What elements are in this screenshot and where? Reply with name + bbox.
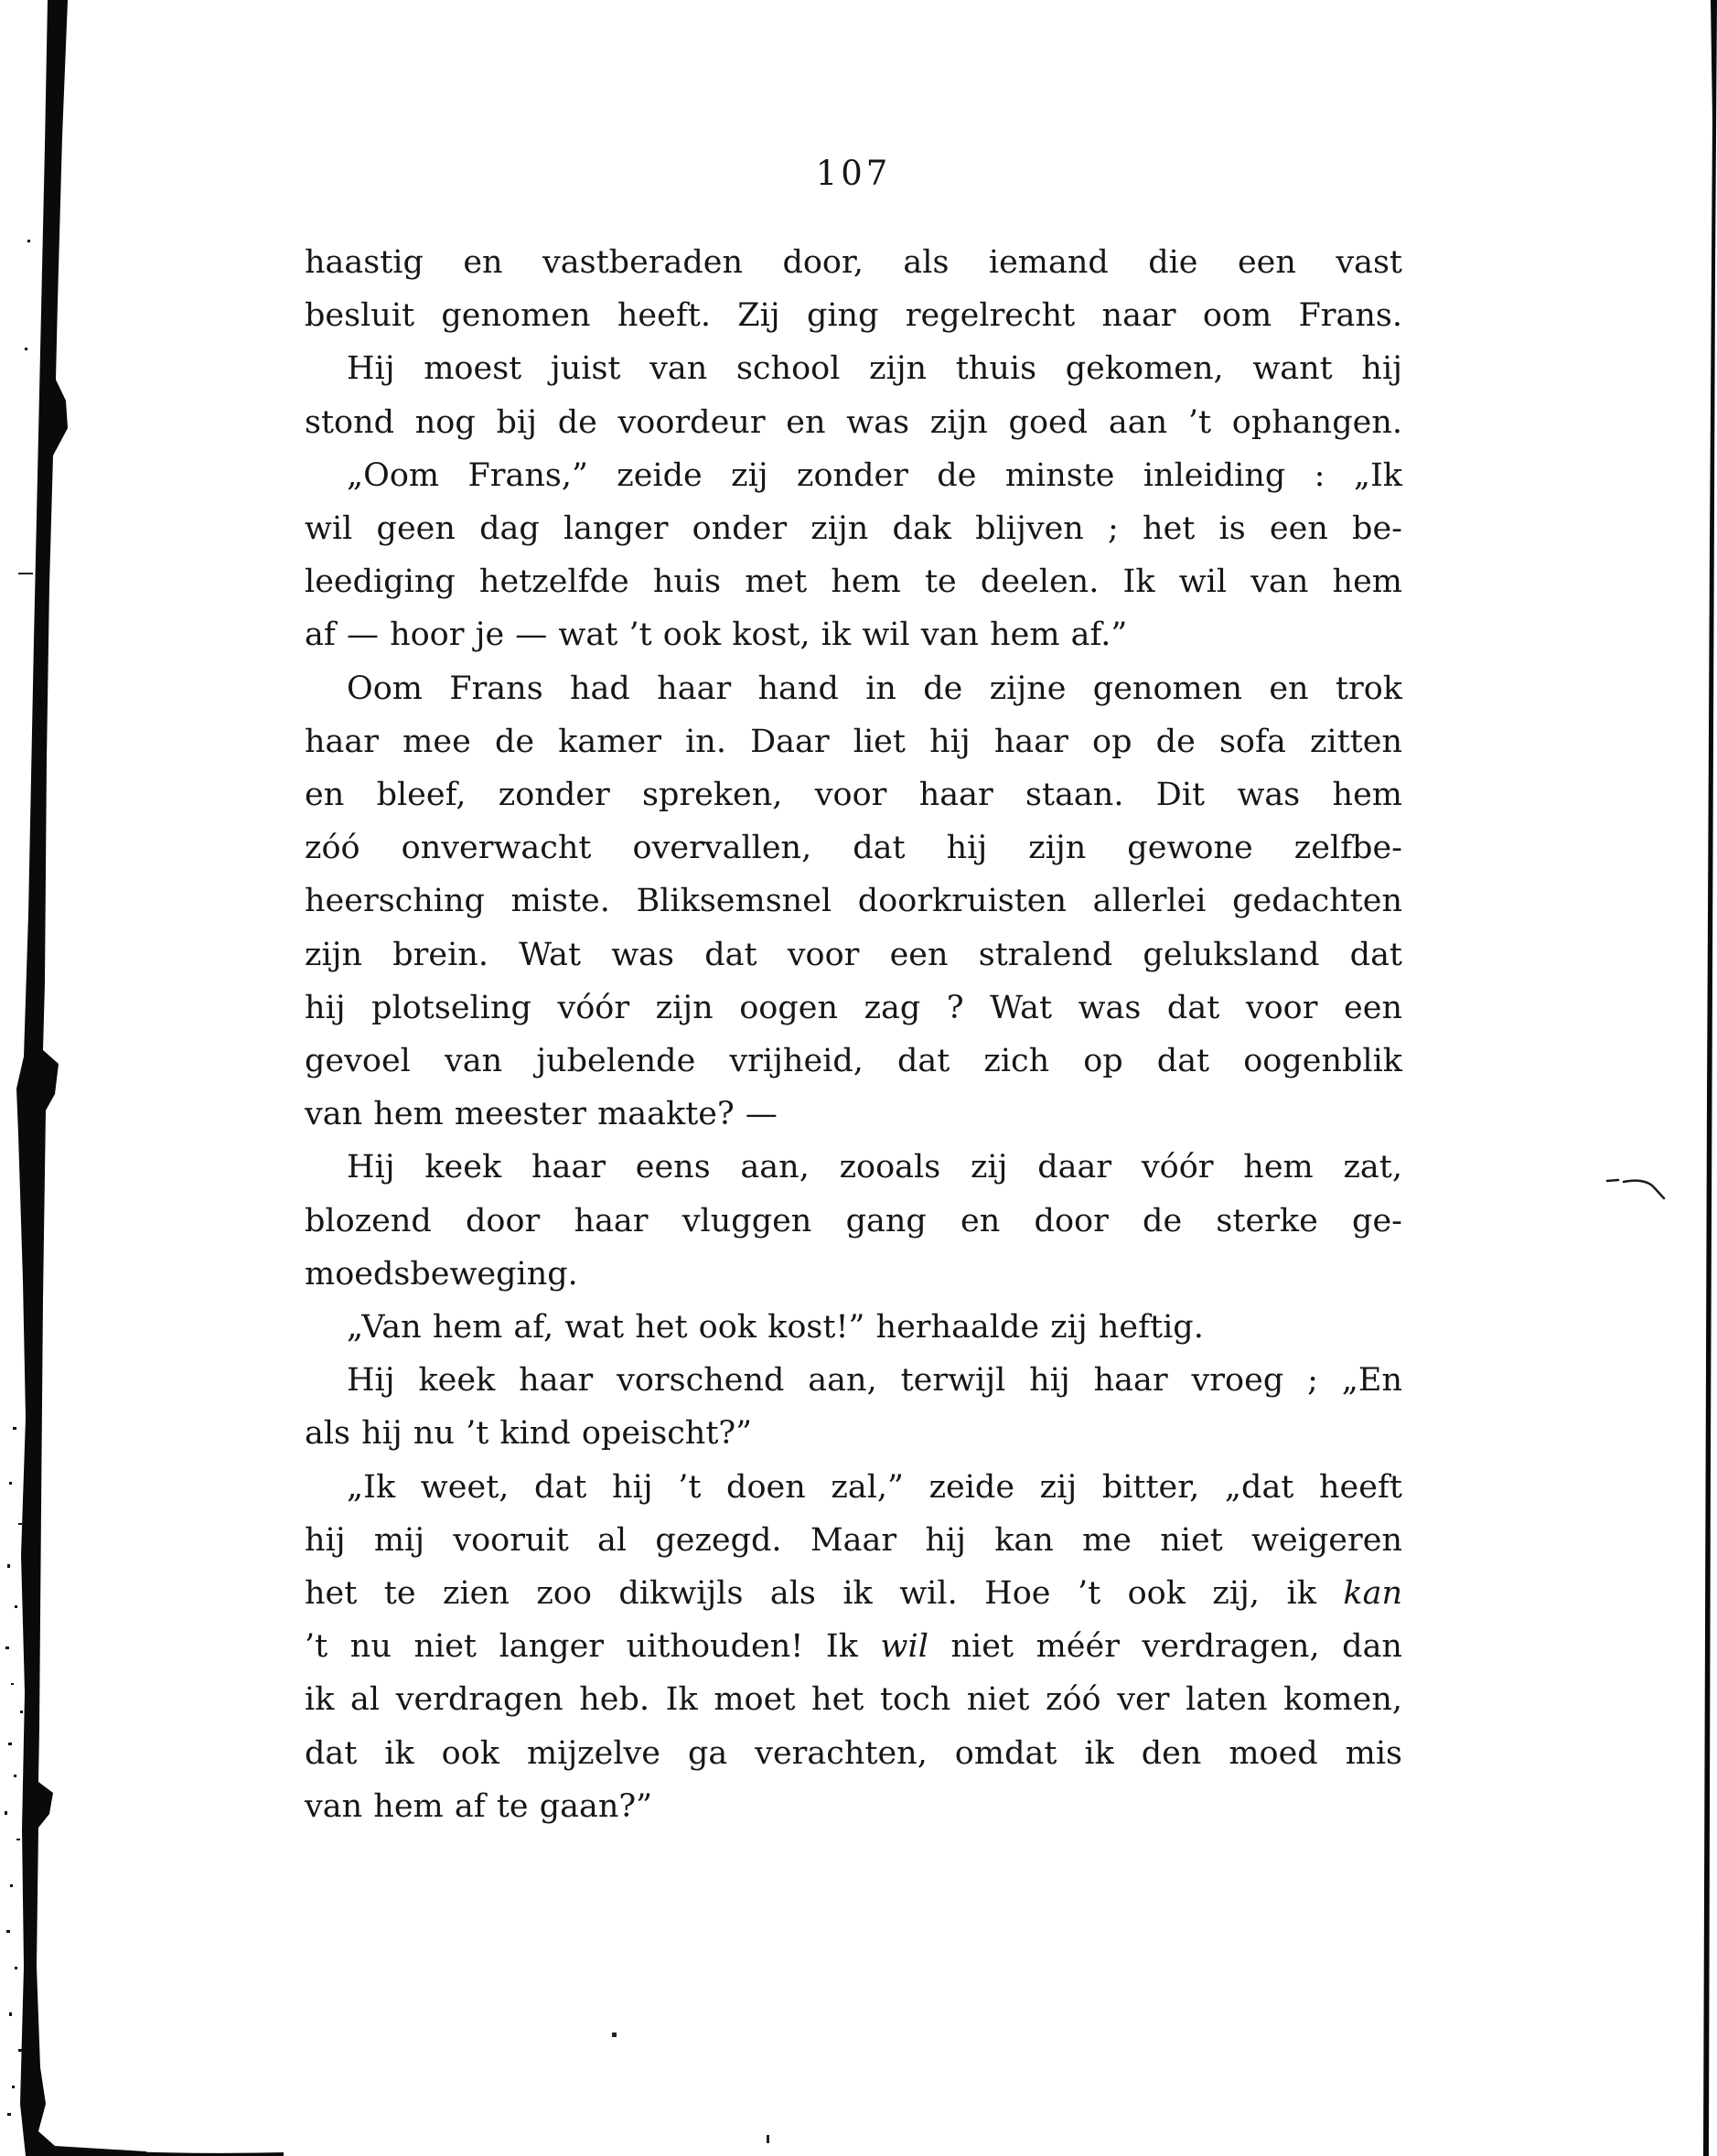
text-line: leediging hetzelfde huis met hem te deelen. Ik wil van hem (305, 563, 1402, 601)
ink-speck (767, 2135, 769, 2143)
italic-word: wil (880, 1628, 928, 1666)
gutter-bottom-smear (55, 2148, 284, 2156)
text-line: ik al verdragen heb. Ik moet het toch niet zóó ver laten komen, (305, 1681, 1402, 1719)
margin-tick (18, 573, 33, 574)
text-line: gevoel van jubelende vrijheid, dat zich op dat oogenblik (305, 1043, 1402, 1080)
scan-right-edge (1703, 0, 1717, 2156)
text-line: haastig en vastberaden door, als iemand die een vast (305, 244, 1402, 281)
text-column (305, 236, 1402, 1833)
text-line: en bleef, zonder spreken, voor haar staan. Dit was hem (305, 777, 1402, 814)
text-line: Hij keek haar eens aan, zooals zij daar vóór hem zat, (347, 1149, 1402, 1186)
text-line: „Oom Frans,” zeide zij zonder de minste inleiding : „Ik (347, 456, 1402, 494)
text-segment: niet méér verdragen, dan (928, 1628, 1402, 1666)
text-line: hij mij vooruit al gezegd. Maar hij kan me niet weigeren (305, 1521, 1402, 1559)
text-line: stond nog bij de voordeur en was zijn goed aan ’t ophangen. (305, 403, 1402, 441)
text-line: Hij moest juist van school zijn thuis gekomen, want hij (347, 350, 1402, 388)
text-line: „Ik weet, dat hij ’t doen zal,” zeide zij bitter, „dat heeft (347, 1468, 1402, 1506)
gutter-blob (25, 1052, 52, 1110)
text-line: moedsbeweging. (305, 1255, 578, 1293)
italic-word: kan (1343, 1575, 1402, 1613)
gutter-blob (47, 401, 67, 432)
text-line (305, 1620, 1402, 1673)
text-line (305, 1567, 1402, 1620)
ink-speck (612, 2033, 617, 2037)
text-line: heersching miste. Bliksemsnel doorkruisten allerlei gedachten (305, 883, 1402, 920)
text-line: blozend door haar vluggen gang en door de sterke ge- (305, 1202, 1402, 1239)
text-line: zóó onverwacht overvallen, dat hij zijn gewone zelfbe- (305, 830, 1402, 867)
text-line: „Van hem af, wat het ook kost!” herhaalde zij heftig. (347, 1309, 1204, 1346)
text-line: als hij nu ’t kind opeischt?” (305, 1415, 753, 1453)
book-gutter (16, 0, 146, 2156)
text-line: af — hoor je — wat ’t ook kost, ik wil van hem af.” (305, 617, 1128, 654)
page-number: 107 (815, 154, 892, 193)
text-line: van hem meester maakte? — (305, 1096, 778, 1133)
text-line: van hem af te gaan?” (305, 1787, 653, 1825)
text-line: dat ik ook mijzelve ga verachten, omdat ik den moed mis (305, 1734, 1402, 1772)
text-line: wil geen dag langer onder zijn dak blijven ; het is een be- (305, 510, 1402, 548)
text-line: haar mee de kamer in. Daar liet hij haar op de sofa zitten (305, 723, 1402, 760)
text-line: hij plotseling vóór zijn oogen zag ? Wat was dat voor een (305, 989, 1402, 1026)
text-line: besluit genomen heeft. Zij ging regelrecht naar oom Frans. (305, 297, 1402, 335)
text-line: Hij keek haar vorschend aan, terwijl hij haar vroeg ; „En (347, 1362, 1402, 1400)
text-line: zijn brein. Wat was dat voor een stralend geluksland dat (305, 936, 1402, 973)
text-segment: het te zien zoo dikwijls als ik wil. Hoe ’t ook zij, ik (305, 1575, 1344, 1613)
text-line: Oom Frans had haar hand in de zijne genomen en trok (347, 670, 1402, 707)
ink-specks-left (5, 240, 30, 2116)
text-segment: ’t nu niet langer uithouden! Ik (305, 1628, 881, 1666)
pen-stroke-artifact (1607, 1180, 1664, 1198)
